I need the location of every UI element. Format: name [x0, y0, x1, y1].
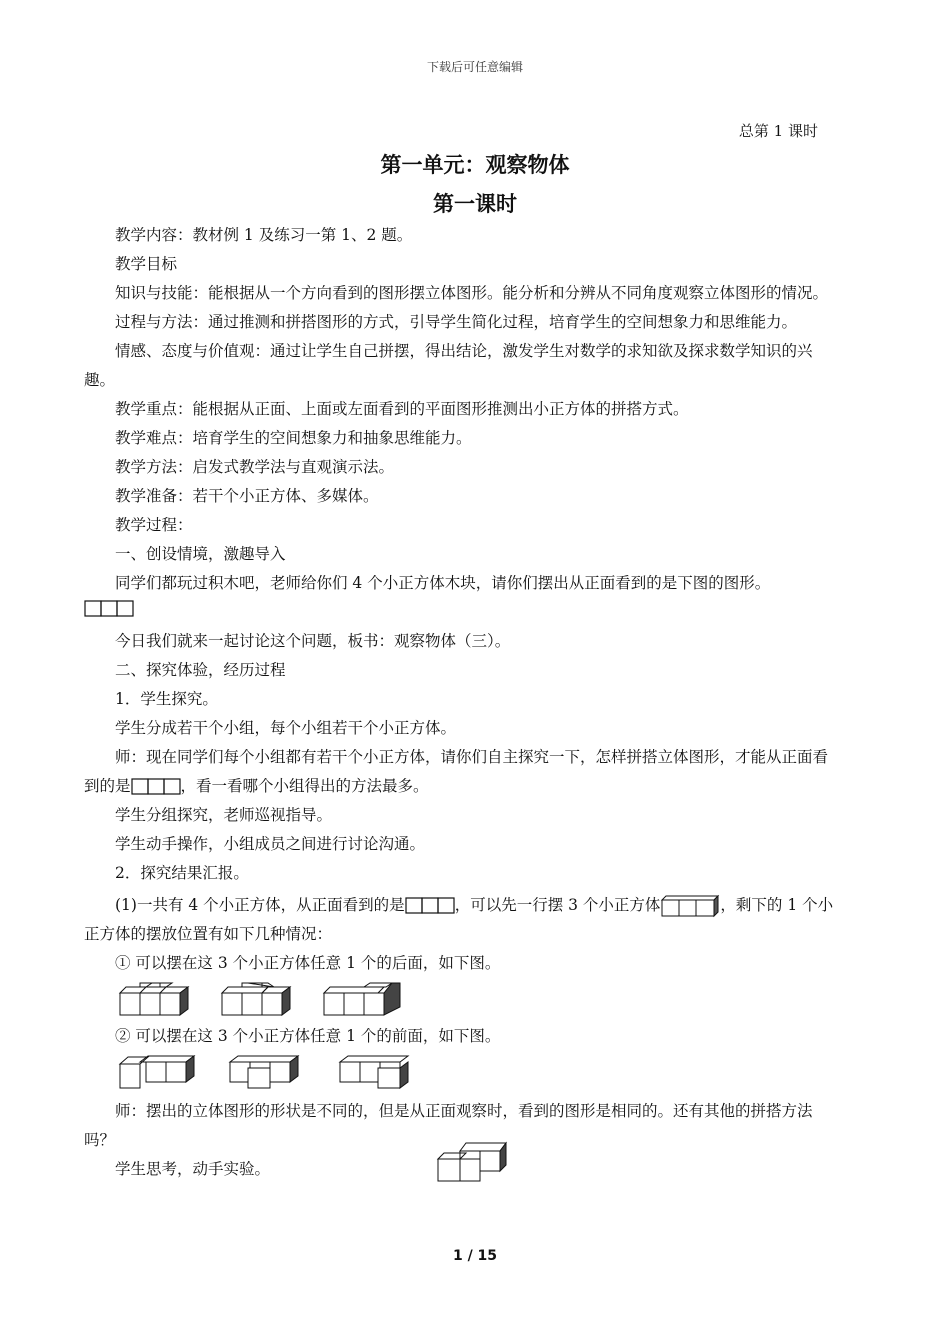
paragraph: 教学重点：能根据从正面、上面或左面看到的平面图形推测出小正方体的拼搭方式。: [115, 400, 689, 418]
paragraph: 1．学生探究。: [115, 690, 218, 708]
front-view-three-squares-icon: [405, 897, 455, 915]
paragraph-text: (1)一共有 4 个小正方体，从正面看到的是: [115, 896, 405, 914]
front-view-three-squares-icon: [84, 598, 136, 618]
cube-arrangement-icon: [338, 1054, 418, 1090]
paragraph: 情感、态度与价值观：通过让学生自己拼摆，得出结论，激发学生对数学的求知欲及探求数学知识的兴趣。: [84, 342, 813, 389]
paragraph: ① 可以摆在这 3 个小正方体任意 1 个的后面，如下图。: [115, 954, 501, 972]
paragraph: 教学准备：若干个小正方体、多媒体。: [115, 487, 379, 505]
paragraph: 2．探究结果汇报。: [115, 864, 249, 882]
paragraph-text: 师：现在同学们每个小组都有若干个小正方体，请你们自主探究一下，怎样拼搭立体图形，才能从正面看到的是: [84, 748, 829, 795]
cube-arrangement-icon: [220, 981, 292, 1017]
paragraph: 教学方法：启发式教学法与直观演示法。: [115, 458, 395, 476]
cube-arrangement-icon: [118, 981, 190, 1017]
cube-arrangement-icon: [118, 1054, 198, 1090]
paragraph: 过程与方法：通过推测和拼搭图形的方式，引导学生简化过程，培育学生的空间想象力和思维能力。: [115, 313, 798, 331]
page-number: 1 / 15: [452, 1248, 498, 1264]
front-view-three-squares-icon: [131, 778, 181, 796]
cube-arrangement-icon: [322, 981, 402, 1017]
paragraph-text: ，剩下的 1 个小正方体的摆放位置有如下几种情况：: [84, 896, 834, 943]
cube-arrangement-icon: [228, 1054, 308, 1090]
cube-figures-back: [118, 980, 834, 1018]
paragraph: 学生分组探究，老师巡视指导。: [115, 806, 333, 824]
lesson-title: 第一课时: [433, 192, 517, 216]
paragraph-text: ，可以先一行摆 3 个小正方体: [454, 896, 661, 914]
paragraph: 教学目标: [115, 255, 178, 273]
lesson-number: 总第 1 课时: [738, 122, 818, 140]
paragraph: 教学过程：: [115, 516, 193, 534]
row-of-three-cubes-icon: [660, 894, 720, 918]
front-view-figure: [84, 598, 834, 627]
paragraph: 学生思考，动手实验。: [115, 1160, 271, 1178]
paragraph: 师：摆出的立体图形的形状是不同的，但是从正面观察时，看到的图形是相同的。还有其他的拼搭方法吗？: [84, 1102, 813, 1149]
unit-title: 第一单元：观察物体: [380, 153, 570, 177]
paragraph-text: ，看一看哪个小组得出的方法最多。: [180, 777, 429, 795]
paragraph: ② 可以摆在这 3 个小正方体任意 1 个的前面，如下图。: [115, 1027, 501, 1045]
paragraph: 一、创设情境，激趣导入: [115, 545, 286, 563]
paragraph: 今日我们就来一起讨论这个问题，板书：观察物体（三）。: [115, 632, 511, 650]
cube-figures-front: [118, 1053, 834, 1091]
paragraph: 教学难点：培育学生的空间想象力和抽象思维能力。: [115, 429, 472, 447]
paragraph: 知识与技能：能根据从一个方向看到的图形摆立体图形。能分析和分辨从不同角度观察立体图形的情况。: [115, 284, 829, 302]
paragraph: 学生分成若干个小组，每个小组若干个小正方体。: [115, 719, 457, 737]
cube-arrangement-icon: [436, 1139, 510, 1183]
paragraph: 同学们都玩过积木吧，老师给你们 4 个小正方体木块，请你们摆出从正面看到的是下图的图形。: [115, 574, 771, 592]
paragraph: 教学内容：教材例 1 及练习一第 1、2 题。: [115, 226, 413, 244]
document-body: [84, 221, 834, 1184]
paragraph: 学生动手操作，小组成员之间进行讨论沟通。: [115, 835, 426, 853]
paragraph: [84, 743, 834, 801]
paragraph: 二、探究体验，经历过程: [115, 661, 286, 679]
paragraph: [84, 891, 834, 949]
download-note: 下载后可任意编辑: [426, 60, 523, 74]
last-paragraph-block: [84, 1155, 834, 1184]
